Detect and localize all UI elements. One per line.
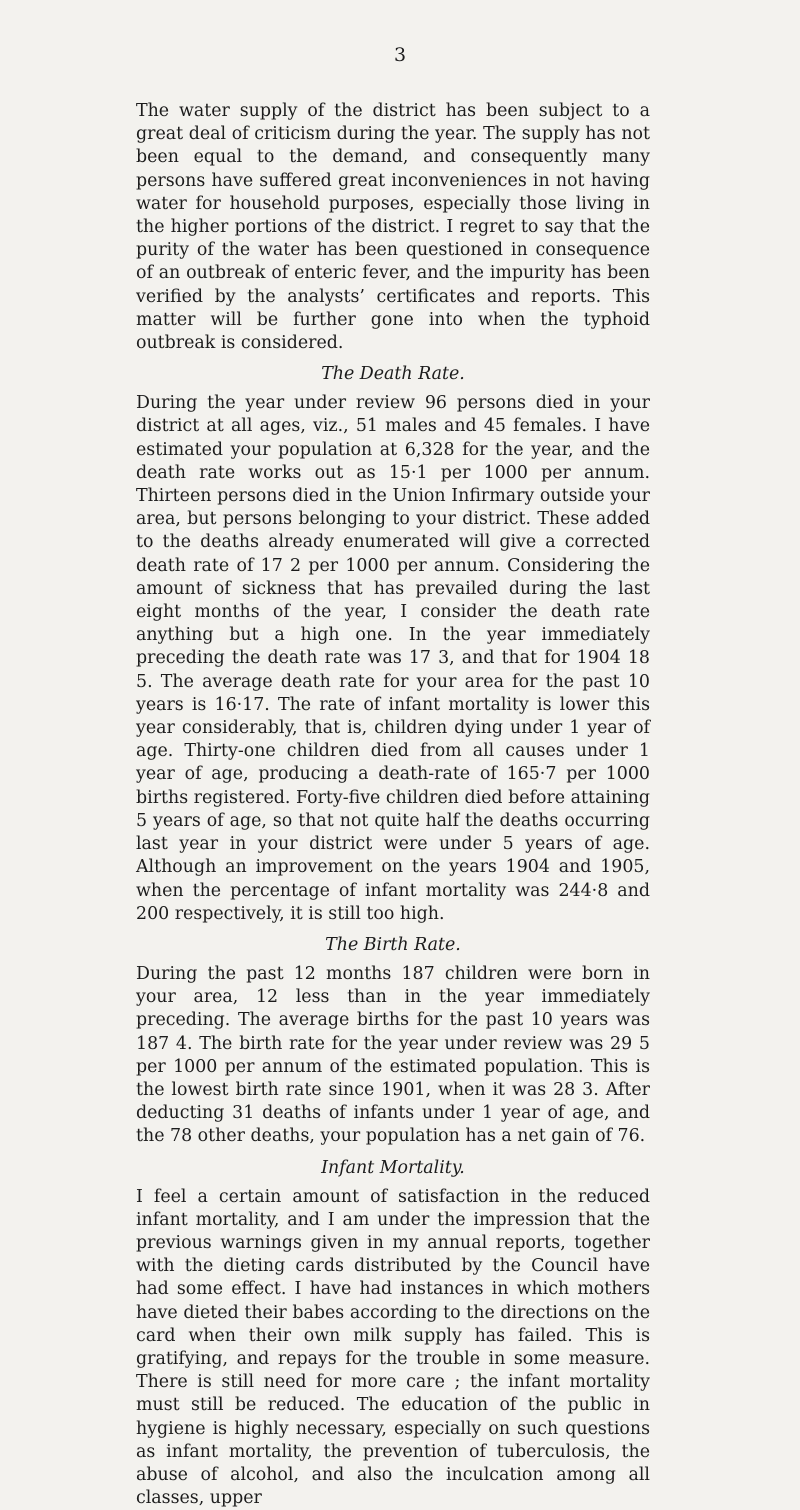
paragraph-death-rate: During the year under review 96 persons died in your district at all ages, viz., 51 males and 45 females. I have estimated your population at 6,328 for the year, and the death rate works out as 15·1 per 1000 per annum. Thirteen persons died in the Union Infirmary outside your area, but persons belonging to your district. These added to the deaths already enumerated will give a corrected death rate of 17 2 per 1000 per annum. Considering the amount of sickness that has prevailed during the last eight months of the year, I consider the death rate anything but a high one. In the year immediately preceding the death rate was 17 3, and that for 1904 18 5. The average death rate for your area for the past 10 years is 16·17. The rate of infant mortality is lower this year considerably, that is, children dying under 1 year of age. Thirty-one children died from all causes under 1 year of age, producing a death-rate of 165·7 per 1000 births registered. Forty-five children died before attaining 5 years of age, so that not quite half the deaths occurring last year in your district were under 5 years of age. Although an improvement on the years 1904 and 1905, when the percentage of infant mortality was 244·8 and 200 respectively, it is still too high. [136,393,650,924]
page-number: 3 [393,44,407,66]
heading-death-rate: The Death Rate. [321,364,465,385]
paragraph-infant-mortality: I feel a certain amount of satisfaction in the reduced infant mortality, and I am under the impression that the previous warnings given in my annual reports, together with the dieting cards distributed by the Council have had some effect. I have had instances in which mothers have dieted their babes according to the directions on the card when their own milk supply has failed. This is gratifying, and repays for the trouble in some measure. There is still need for more care ; the infant mortality must still be reduced. The education of the public in hygiene is highly necessary, especially on such questions as infant mortality, the prevention of tuberculosis, the abuse of alcohol, and also the inculcation among all classes, upper [136,1186,650,1509]
heading-infant-mortality: Infant Mortality. [321,1157,465,1178]
heading-birth-rate: The Birth Rate. [325,934,461,955]
paragraph-water-supply: The water supply of the district has been subject to a great deal of criticism during the year. The supply has not been equal to the demand, and consequently many persons have suffered great inconveniences in not having water for household purposes, especially those living in the higher portions of the district. I regret to say that the purity of the water has been questioned in consequence of an outbreak of enteric fever, and the impurity has been verified by the analysts’ certificates and reports. This matter will be further gone into when the typhoid outbreak is considered. [136,101,650,354]
paragraph-birth-rate: During the past 12 months 187 children were born in your area, 12 less than in the year immediately preceding. The average births for the past 10 years was 187 4. The birth rate for the year under review was 29 5 per 1000 per annum of the estimated population. This is the lowest birth rate since 1901, when it was 28 3. After deducting 31 deaths of infants under 1 year of age, and the 78 other deaths, your population has a net gain of 76. [136,963,650,1147]
